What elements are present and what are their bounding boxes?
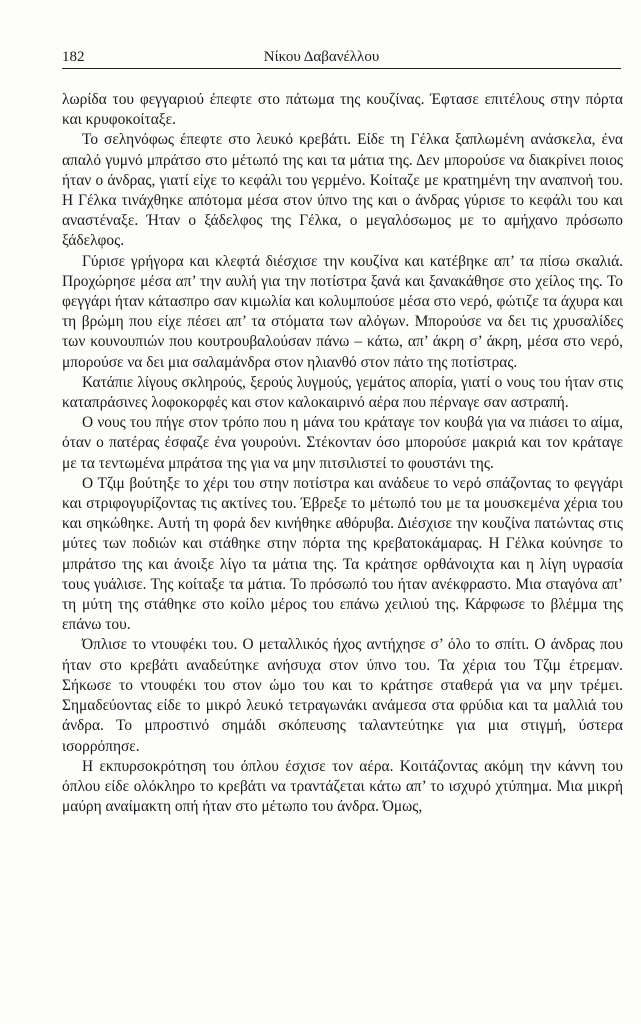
body-text (62, 90, 623, 817)
paragraph: Όπλισε το ντουφέκι του. Ο μεταλλικός ήχος αντήχησε σ’ όλο το σπίτι. Ο άνδρας που ήταν στο κρεβάτι αναδεύτηκε ανήσυχα στον ύπνο του. Τα χέρια του Τζιμ έτρεμαν. Σήκωσε το ντουφέκι του στον ώμο του και το κράτησε σταθερά για να μην τρέμει. Σημαδεύοντας είδε το μικρό λευκό τετραγωνάκι ανάμεσα στα φρύδια και τα μαλλιά του άνδρα. Το μπροστινό σημάδι σκόπευσης ταλαντεύτηκε για μια στιγμή, ύστερα ισορρόπησε. (62, 636, 623, 755)
paragraph: λωρίδα του φεγγαριού έπεφτε στο πάτωμα της κουζίνας. Έφτασε επιτέλους στην πόρτα και κρυφοκοίταξε. (62, 91, 623, 129)
paragraph: Γύρισε γρήγορα και κλεφτά διέσχισε την κουζίνα και κατέβηκε απ’ τα πίσω σκαλιά. Προχώρησε μέσα απ’ την αυλή για την ποτίστρα ξανά και ξανακάθησε στο χείλος της. Το φεγγάρι ήταν κάτασπρο σαν κιμωλία και κολυμπούσε μέσα στο νερό, φώτιζε τα άχυρα και τη βρώμη που είχε πέσει απ’ τα στόματα των αλόγων. Μπορούσε να δει τις χρυσαλίδες των κουνουπιών που κουτρουβαλούσαν πάνω – κάτω, απ’ άκρη σ’ άκρη, μέσα στο νερό, μπορούσε να δει μια σαλαμάνδρα στον ηλιανθό στον πάτο της ποτίστρας. (62, 252, 623, 371)
paragraph: Ο νους του πήγε στον τρόπο που η μάνα του κράταγε τον κουβά για να πιάσει το αίμα, όταν ο πατέρας έσφαζε ένα γουρούνι. Στέκονταν όσο μπορούσε μακριά και τον κράταγε με τα τεντωμένα μπράτσα της για να μην πιτσιλιστεί το φουστάνι της. (62, 414, 623, 472)
paragraph: Το σεληνόφως έπεφτε στο λευκό κρεβάτι. Είδε τη Γέλκα ξαπλωμένη ανάσκελα, ένα απαλό γυμνό μπράτσο στο μέτωπό της και τα μάτια της. Δεν μπορούσε να διακρίνει ποιος ήταν ο άνδρας, γιατί είχε το κεφάλι του γερμένο. Κοίταζε με κρατημένη την αναπνοή του. Η Γέλκα τινάχθηκε απότομα μέσα στον ύπνο της και ο άνδρας γύρισε το κεφάλι του και αναστέναξε. Ήταν ο ξάδελφος της Γέλκα, ο μεγαλόσωμος με το αμήχανο πρόσωπο ξάδελφος. (62, 131, 623, 250)
paragraph: Η εκπυρσοκρότηση του όπλου έσχισε τον αέρα. Κοιτάζοντας ακόμη την κάννη του όπλου είδε ολόκληρο το κρεβάτι να τραντάζεται κάτω απ’ το ισχυρό χτύπημα. Μια μικρή μαύρη αναίμακτη οπή ήταν στο μέτωπο του άνδρα. Όμως, (62, 757, 623, 816)
paragraph: Ο Τζιμ βούτηξε το χέρι του στην ποτίστρα και ανάδευε το νερό σπάζοντας το φεγγάρι και στριφογυρίζοντας τις ακτίνες του. Έβρεξε το μέτωπό του με τα μουσκεμένα χέρια του και σηκώθηκε. Αυτή τη φορά δεν κινήθηκε αθόρυβα. Διέσχισε την κουζίνα πατώντας στις μύτες των ποδιών και στάθηκε στην πόρτα της κρεβατοκάμαρας. Η Γέλκα κούνησε το μπράτσο της και άνοιξε λίγο τα μάτια της. Τα κράτησε ορθάνοιχτα και η λίγη υγρασία τους γυάλισε. Της κοίταξε τα μάτια. Το πρόσωπό του ήταν ανέκφραστο. Μια σταγόνα απ’ τη μύτη της στάθηκε στο κοίλο μέρος του επάνω χειλιού της. Κάρφωσε το βλέμμα της επάνω του. (62, 474, 623, 634)
paragraph: Κατάπιε λίγους σκληρούς, ξερούς λυγμούς, γεμάτος απορία, γιατί ο νους του ήταν στις καταπράσινες λοφοκορφές και στον καλοκαιρινό αέρα που πέρναγε σαν αστραπή. (62, 373, 623, 412)
running-head: Νίκου Δαβανέλλου (263, 49, 380, 65)
page-number: 182 (62, 49, 85, 65)
page-header (62, 48, 621, 69)
